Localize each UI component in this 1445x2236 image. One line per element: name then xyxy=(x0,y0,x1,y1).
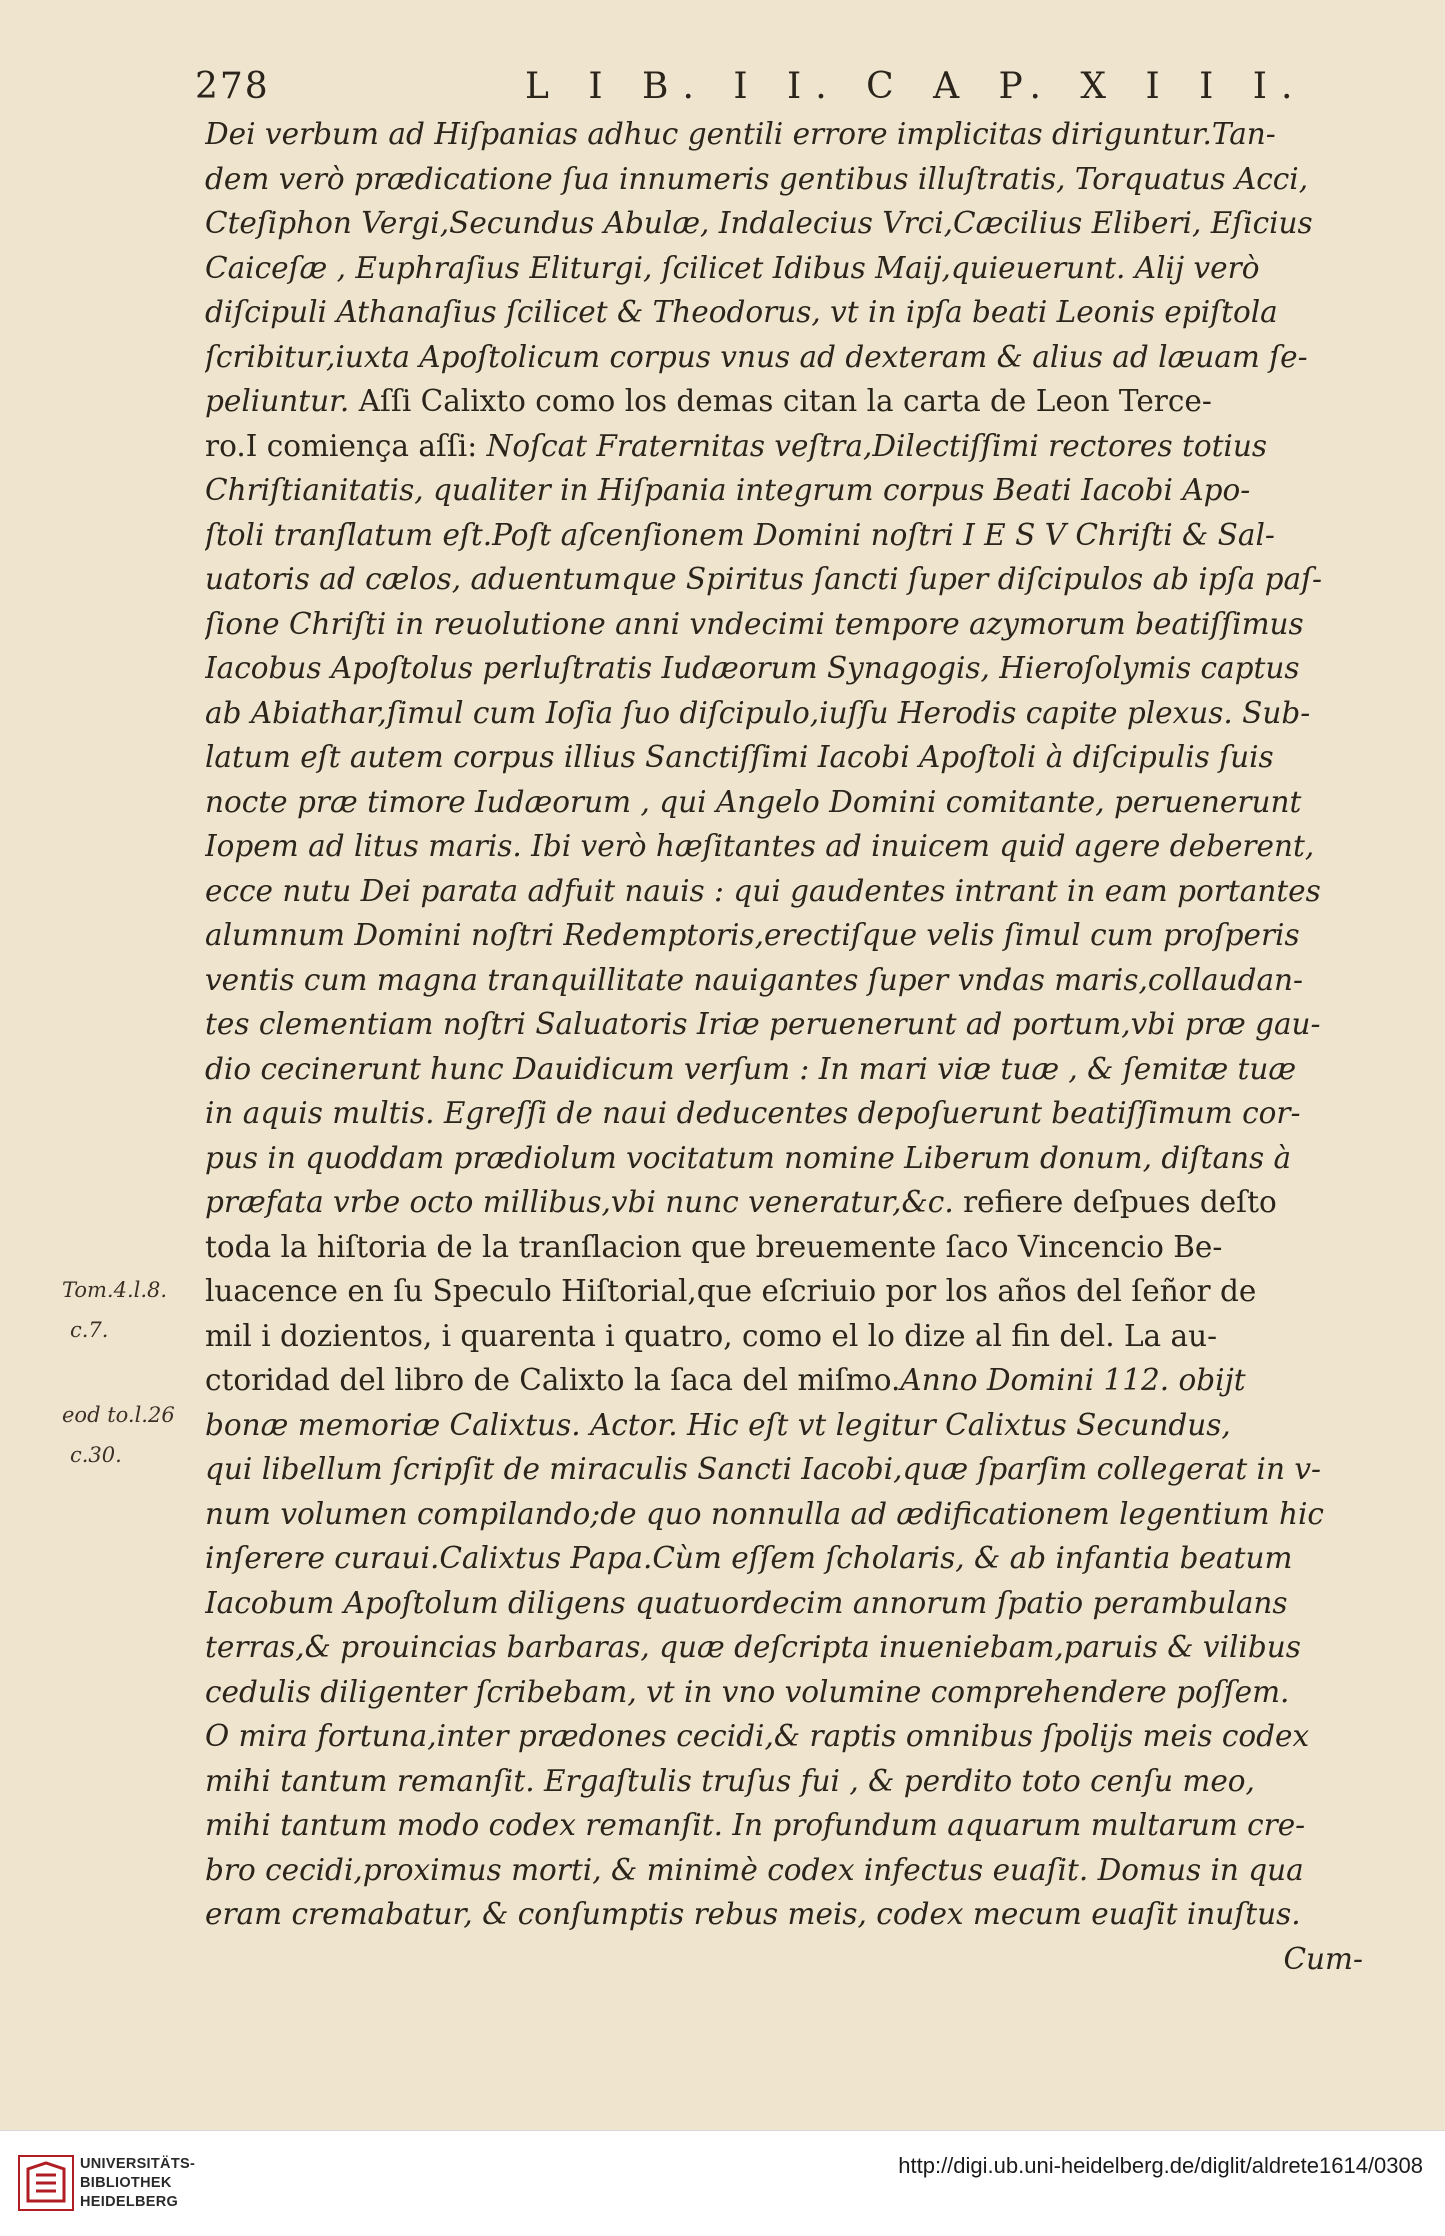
text-line: Dei verbum ad Hiſpanias adhuc gentili errore implicitas diriguntur.Tan- xyxy=(205,117,1276,151)
margin-note: eod to.l.26 xyxy=(62,1403,175,1427)
text-line: Chriſtianitatis, qualiter in Hiſpania integrum corpus Beati Iacobi Apo- xyxy=(205,473,1251,507)
latin-segment: peliuntur. xyxy=(205,384,350,418)
text-line: ſione Chriſti in reuolutione anni vndecimi tempore azymorum beatiſſimus xyxy=(205,606,1304,641)
text-line: inſerere curaui.Calixtus Papa.Cùm eſſem ſcholaris, & ab infantia beatum xyxy=(205,1541,1293,1575)
viewer-footer xyxy=(0,2130,1445,2236)
text-line: O mira fortuna,inter prædones cecidi,& raptis omnibus ſpolijs meis codex xyxy=(205,1719,1310,1753)
text-line: Cteſiphon Vergi,Secundus Abulæ, Indalecius Vrci,Cæcilius Eliberi, Eſicius xyxy=(205,206,1313,240)
text-line: ventis cum magna tranquillitate nauigantes ſuper vndas maris,collaudan- xyxy=(205,962,1304,997)
text-line: Iopem ad litus maris. Ibi verò hæſitantes ad inuicem quid agere deberent, xyxy=(205,829,1315,863)
text-line: terras,& prouincias barbaras, quæ deſcripta inueniebam,paruis & vilibus xyxy=(205,1630,1301,1664)
text-line xyxy=(205,379,1373,424)
text-line: Iacobus Apoſtolus perluſtratis Iudæorum Synagogis, Hieroſolymis captus xyxy=(205,651,1300,685)
text-line: eram cremabatur, & conſumptis rebus meis, codex mecum euaſit inuſtus. xyxy=(205,1897,1301,1931)
text-line: uatoris ad cælos, aduentumque Spiritus ſancti ſuper diſcipulos ab ipſa paſ- xyxy=(205,562,1322,596)
text-line: pus in quoddam prædiolum vocitatum nomine Liberum donum, diſtans à xyxy=(205,1140,1292,1175)
library-logo[interactable] xyxy=(18,2153,218,2217)
text-line: tes clementiam noſtri Saluatoris Iriæ peruenerunt ad portum,vbi præ gau- xyxy=(205,1007,1321,1041)
text-line: ſtoli tranſlatum eſt.Poſt aſcenſionem Domini noſtri I E S V Chriſti & Sal- xyxy=(205,517,1275,552)
spanish-segment: refiere deſpues deſto xyxy=(953,1185,1277,1219)
text-line: bro cecidi,proximus morti, & minimè codex infectus euaſit. Domus in qua xyxy=(205,1852,1304,1887)
permalink-url[interactable]: http://digi.ub.uni-heidelberg.de/diglit/aldrete1614/0308 xyxy=(898,2153,1423,2178)
text-line: diſcipuli Athanaſius ſcilicet & Theodorus, vt in ipſa beati Leonis epiſtola xyxy=(205,295,1278,329)
text-line: ecce nutu Dei parata adfuit nauis : qui gaudentes intrant in eam portantes xyxy=(205,873,1321,908)
text-line: in aquis multis. Egreſſi de naui deducentes depoſuerunt beatiſſimum cor- xyxy=(205,1096,1301,1130)
margin-note: c.7. xyxy=(70,1318,109,1342)
margin-note: Tom.4.l.8. xyxy=(62,1278,168,1302)
text-line: dem verò prædicatione ſua innumeris gentibus illuſtratis, Torquatus Acci, xyxy=(205,161,1309,196)
text-line: luacence en ſu Speculo Hiſtorial,que eſcriuio por los años del ſeñor de xyxy=(205,1274,1257,1308)
text-line: dio cecinerunt hunc Dauidicum verſum : In mari viæ tuæ , & ſemitæ tuæ xyxy=(205,1051,1297,1086)
text-line: Iacobum Apoſtolum diligens quatuordecim annorum ſpatio perambulans xyxy=(205,1585,1288,1620)
spanish-segment: Aſſi Calixto como los demas citan la carta de Leon Terce- xyxy=(349,384,1212,418)
spanish-segment: ro.I comiença aſſi: xyxy=(205,428,478,463)
text-line: nocte præ timore Iudæorum , qui Angelo Domini comitante, peruenerunt xyxy=(205,784,1302,819)
text-line xyxy=(205,1358,1373,1403)
logo-line: UNIVERSITÄTS- xyxy=(80,2156,196,2172)
chapter-heading: L I B. I I. C A P. X I I I. xyxy=(525,66,1307,107)
latin-segment: præfata vrbe octo millibus,vbi nunc veneratur,&c. xyxy=(205,1185,954,1219)
text-line: num volumen compilando;de quo nonnulla ad ædificationem legentium hic xyxy=(205,1496,1324,1531)
text-line: Caiceſæ , Euphraſius Eliturgi, ſcilicet Idibus Maij,quieuerunt. Alij verò xyxy=(205,250,1260,285)
text-line: mil i dozientos, i quarenta i quatro, como el lo dize al fin del. La au- xyxy=(205,1318,1218,1353)
catchword: Cum- xyxy=(1283,1941,1363,1976)
text-line: ſcribitur,iuxta Apoſtolicum corpus vnus ad dexteram & alius ad læuam ſe- xyxy=(205,339,1308,374)
logo-line: BIBLIOTHEK xyxy=(80,2175,172,2191)
text-line: mihi tantum modo codex remanſit. In profundum aquarum multarum cre- xyxy=(205,1808,1306,1842)
text-line: bonæ memoriæ Calixtus. Actor. Hic eſt vt legitur Calixtus Secundus, xyxy=(205,1407,1231,1442)
logo-text xyxy=(80,2155,195,2212)
page-number: 278 xyxy=(195,66,270,107)
latin-segment: Noſcat Fraternitas veſtra,Dilectiſſimi rectores totius xyxy=(486,428,1268,463)
spanish-segment: ctoridad del libro de Calixto la ſaca del miſmo. xyxy=(205,1363,901,1397)
text-line: alumnum Domini noſtri Redemptoris,erectiſque velis ſimul cum proſperis xyxy=(205,918,1300,952)
text-line: latum eſt autem corpus illius Sanctiſſimi Iacobi Apoſtoli à diſcipulis ſuis xyxy=(205,740,1274,774)
running-head xyxy=(195,66,1380,112)
text-line: cedulis diligenter ſcribebam, vt in vno volumine comprehendere poſſem. xyxy=(205,1674,1290,1709)
text-line: ab Abiathar,ſimul cum Ioſia ſuo diſcipulo,iuſſu Herodis capite plexus. Sub- xyxy=(205,695,1311,730)
logo-line: HEIDELBERG xyxy=(80,2194,179,2210)
latin-segment: Anno Domini 112. obijt xyxy=(900,1363,1246,1397)
university-seal-icon xyxy=(18,2155,74,2211)
text-line: mihi tantum remanſit. Ergaſtulis truſus fui , & perdito toto cenſu meo, xyxy=(205,1763,1255,1798)
margin-note: c.30. xyxy=(70,1443,122,1467)
text-line xyxy=(205,1180,1373,1225)
text-line: qui libellum ſcripſit de miraculis Sancti Iacobi,quæ ſparſim collegerat in v- xyxy=(205,1452,1322,1486)
text-line: toda la hiſtoria de la tranſlacion que breuemente ſaco Vincencio Be- xyxy=(205,1229,1223,1264)
text-line xyxy=(205,424,1373,469)
body-text xyxy=(205,112,1373,1981)
